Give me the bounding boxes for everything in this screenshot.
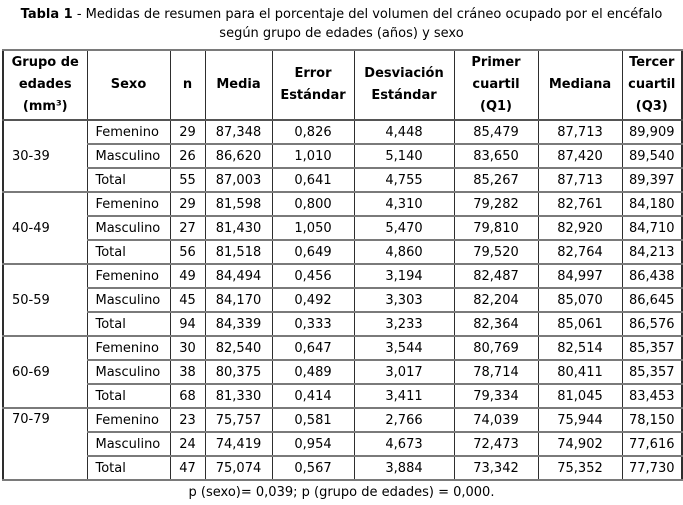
mean-cell: 87,003 (205, 168, 272, 192)
n-cell: 45 (170, 288, 205, 312)
q3-cell: 89,397 (622, 168, 682, 192)
sex-cell: Total (87, 312, 170, 336)
std-dev-cell: 3,233 (354, 312, 454, 336)
std-error-cell: 0,649 (272, 240, 354, 264)
n-cell: 68 (170, 384, 205, 408)
q3-cell: 84,180 (622, 192, 682, 216)
sex-cell: Masculino (87, 144, 170, 168)
sex-cell: Masculino (87, 216, 170, 240)
table-row (3, 408, 682, 432)
q1-cell: 82,364 (454, 312, 538, 336)
q1-cell: 73,342 (454, 456, 538, 480)
std-error-cell: 0,492 (272, 288, 354, 312)
median-cell: 87,420 (538, 144, 622, 168)
std-error-cell: 0,641 (272, 168, 354, 192)
n-cell: 29 (170, 192, 205, 216)
sex-cell: Total (87, 168, 170, 192)
median-cell: 80,411 (538, 360, 622, 384)
sex-cell: Masculino (87, 288, 170, 312)
std-dev-cell: 3,544 (354, 336, 454, 360)
sex-cell: Femenino (87, 264, 170, 288)
mean-cell: 81,598 (205, 192, 272, 216)
age-group-cell: 30-39 (3, 120, 87, 192)
std-dev-cell: 3,411 (354, 384, 454, 408)
std-error-cell: 0,647 (272, 336, 354, 360)
q1-cell: 82,204 (454, 288, 538, 312)
median-cell: 87,713 (538, 120, 622, 144)
q3-cell: 84,213 (622, 240, 682, 264)
table-row (3, 288, 682, 312)
sex-cell: Femenino (87, 336, 170, 360)
age-group-cell: 40-49 (3, 192, 87, 264)
mean-cell: 82,540 (205, 336, 272, 360)
std-dev-cell: 4,448 (354, 120, 454, 144)
table-title-line2: según grupo de edades (años) y sexo (219, 26, 464, 41)
table-row (3, 120, 682, 144)
std-error-cell: 0,456 (272, 264, 354, 288)
table-row (3, 144, 682, 168)
column-header: n (170, 50, 205, 120)
std-dev-cell: 3,194 (354, 264, 454, 288)
std-dev-cell: 3,884 (354, 456, 454, 480)
n-cell: 38 (170, 360, 205, 384)
column-header: Grupo de edades (mm³) (3, 50, 87, 120)
median-cell: 82,920 (538, 216, 622, 240)
table-title-line1 (2, 5, 681, 24)
median-cell: 87,713 (538, 168, 622, 192)
table-row (3, 192, 682, 216)
column-header: Tercer cuartil (Q3) (622, 50, 682, 120)
q3-cell: 89,540 (622, 144, 682, 168)
q1-cell: 79,520 (454, 240, 538, 264)
q3-cell: 77,730 (622, 456, 682, 480)
std-dev-cell: 3,017 (354, 360, 454, 384)
mean-cell: 74,419 (205, 432, 272, 456)
q1-cell: 79,334 (454, 384, 538, 408)
summary-statistics-table (2, 49, 683, 481)
table-header (3, 50, 682, 120)
median-cell: 82,764 (538, 240, 622, 264)
q1-cell: 85,267 (454, 168, 538, 192)
q3-cell: 86,576 (622, 312, 682, 336)
table-body (3, 120, 682, 480)
table-row (3, 384, 682, 408)
column-header: Error Estándar (272, 50, 354, 120)
median-cell: 82,514 (538, 336, 622, 360)
table-row (3, 264, 682, 288)
sex-cell: Femenino (87, 192, 170, 216)
median-cell: 85,070 (538, 288, 622, 312)
mean-cell: 81,518 (205, 240, 272, 264)
q3-cell: 78,150 (622, 408, 682, 432)
mean-cell: 81,430 (205, 216, 272, 240)
std-dev-cell: 5,470 (354, 216, 454, 240)
sex-cell: Femenino (87, 408, 170, 432)
table-row (3, 240, 682, 264)
n-cell: 27 (170, 216, 205, 240)
n-cell: 56 (170, 240, 205, 264)
p-values-note: p (sexo)= 0,039; p (grupo de edades) = 0,000. (188, 485, 495, 500)
std-dev-cell: 2,766 (354, 408, 454, 432)
sex-cell: Masculino (87, 432, 170, 456)
mean-cell: 87,348 (205, 120, 272, 144)
median-cell: 84,997 (538, 264, 622, 288)
std-error-cell: 1,010 (272, 144, 354, 168)
n-cell: 94 (170, 312, 205, 336)
n-cell: 26 (170, 144, 205, 168)
mean-cell: 75,074 (205, 456, 272, 480)
mean-cell: 81,330 (205, 384, 272, 408)
n-cell: 49 (170, 264, 205, 288)
column-header: Media (205, 50, 272, 120)
q3-cell: 85,357 (622, 336, 682, 360)
q1-cell: 79,282 (454, 192, 538, 216)
std-error-cell: 0,954 (272, 432, 354, 456)
std-error-cell: 0,489 (272, 360, 354, 384)
std-dev-cell: 4,310 (354, 192, 454, 216)
column-header: Primer cuartil (Q1) (454, 50, 538, 120)
median-cell: 75,352 (538, 456, 622, 480)
mean-cell: 84,339 (205, 312, 272, 336)
n-cell: 23 (170, 408, 205, 432)
q3-cell: 83,453 (622, 384, 682, 408)
std-error-cell: 0,800 (272, 192, 354, 216)
q1-cell: 80,769 (454, 336, 538, 360)
std-dev-cell: 4,755 (354, 168, 454, 192)
median-cell: 81,045 (538, 384, 622, 408)
std-error-cell: 0,414 (272, 384, 354, 408)
n-cell: 24 (170, 432, 205, 456)
table-number-label: Tabla 1 (20, 7, 73, 22)
table-row (3, 168, 682, 192)
mean-cell: 84,170 (205, 288, 272, 312)
q3-cell: 84,710 (622, 216, 682, 240)
mean-cell: 80,375 (205, 360, 272, 384)
n-cell: 29 (170, 120, 205, 144)
table-row (3, 336, 682, 360)
q3-cell: 85,357 (622, 360, 682, 384)
std-error-cell: 0,826 (272, 120, 354, 144)
column-header: Mediana (538, 50, 622, 120)
std-dev-cell: 3,303 (354, 288, 454, 312)
age-group-cell: 50-59 (3, 264, 87, 336)
mean-cell: 84,494 (205, 264, 272, 288)
sex-cell: Femenino (87, 120, 170, 144)
column-header: Desviación Estándar (354, 50, 454, 120)
table-row (3, 456, 682, 480)
q3-cell: 86,645 (622, 288, 682, 312)
table-title (2, 5, 681, 43)
std-error-cell: 0,581 (272, 408, 354, 432)
std-dev-cell: 4,673 (354, 432, 454, 456)
median-cell: 75,944 (538, 408, 622, 432)
table-row (3, 216, 682, 240)
std-dev-cell: 5,140 (354, 144, 454, 168)
q3-cell: 86,438 (622, 264, 682, 288)
sex-cell: Masculino (87, 360, 170, 384)
header-row (3, 50, 682, 120)
median-cell: 74,902 (538, 432, 622, 456)
q1-cell: 72,473 (454, 432, 538, 456)
q1-cell: 79,810 (454, 216, 538, 240)
q1-cell: 82,487 (454, 264, 538, 288)
n-cell: 30 (170, 336, 205, 360)
std-error-cell: 1,050 (272, 216, 354, 240)
mean-cell: 75,757 (205, 408, 272, 432)
column-header: Sexo (87, 50, 170, 120)
n-cell: 47 (170, 456, 205, 480)
std-error-cell: 0,567 (272, 456, 354, 480)
age-group-cell: 60-69 (3, 336, 87, 408)
table-row (3, 312, 682, 336)
median-cell: 85,061 (538, 312, 622, 336)
table-title-text: - Medidas de resumen para el porcentaje del volumen del cráneo ocupado por el encéfalo (72, 7, 663, 22)
table-row (3, 432, 682, 456)
std-error-cell: 0,333 (272, 312, 354, 336)
q3-cell: 89,909 (622, 120, 682, 144)
q3-cell: 77,616 (622, 432, 682, 456)
q1-cell: 74,039 (454, 408, 538, 432)
q1-cell: 78,714 (454, 360, 538, 384)
age-group-cell: 70-79 (3, 408, 87, 480)
q1-cell: 85,479 (454, 120, 538, 144)
table-row (3, 360, 682, 384)
q1-cell: 83,650 (454, 144, 538, 168)
sex-cell: Total (87, 456, 170, 480)
n-cell: 55 (170, 168, 205, 192)
median-cell: 82,761 (538, 192, 622, 216)
sex-cell: Total (87, 384, 170, 408)
sex-cell: Total (87, 240, 170, 264)
mean-cell: 86,620 (205, 144, 272, 168)
std-dev-cell: 4,860 (354, 240, 454, 264)
